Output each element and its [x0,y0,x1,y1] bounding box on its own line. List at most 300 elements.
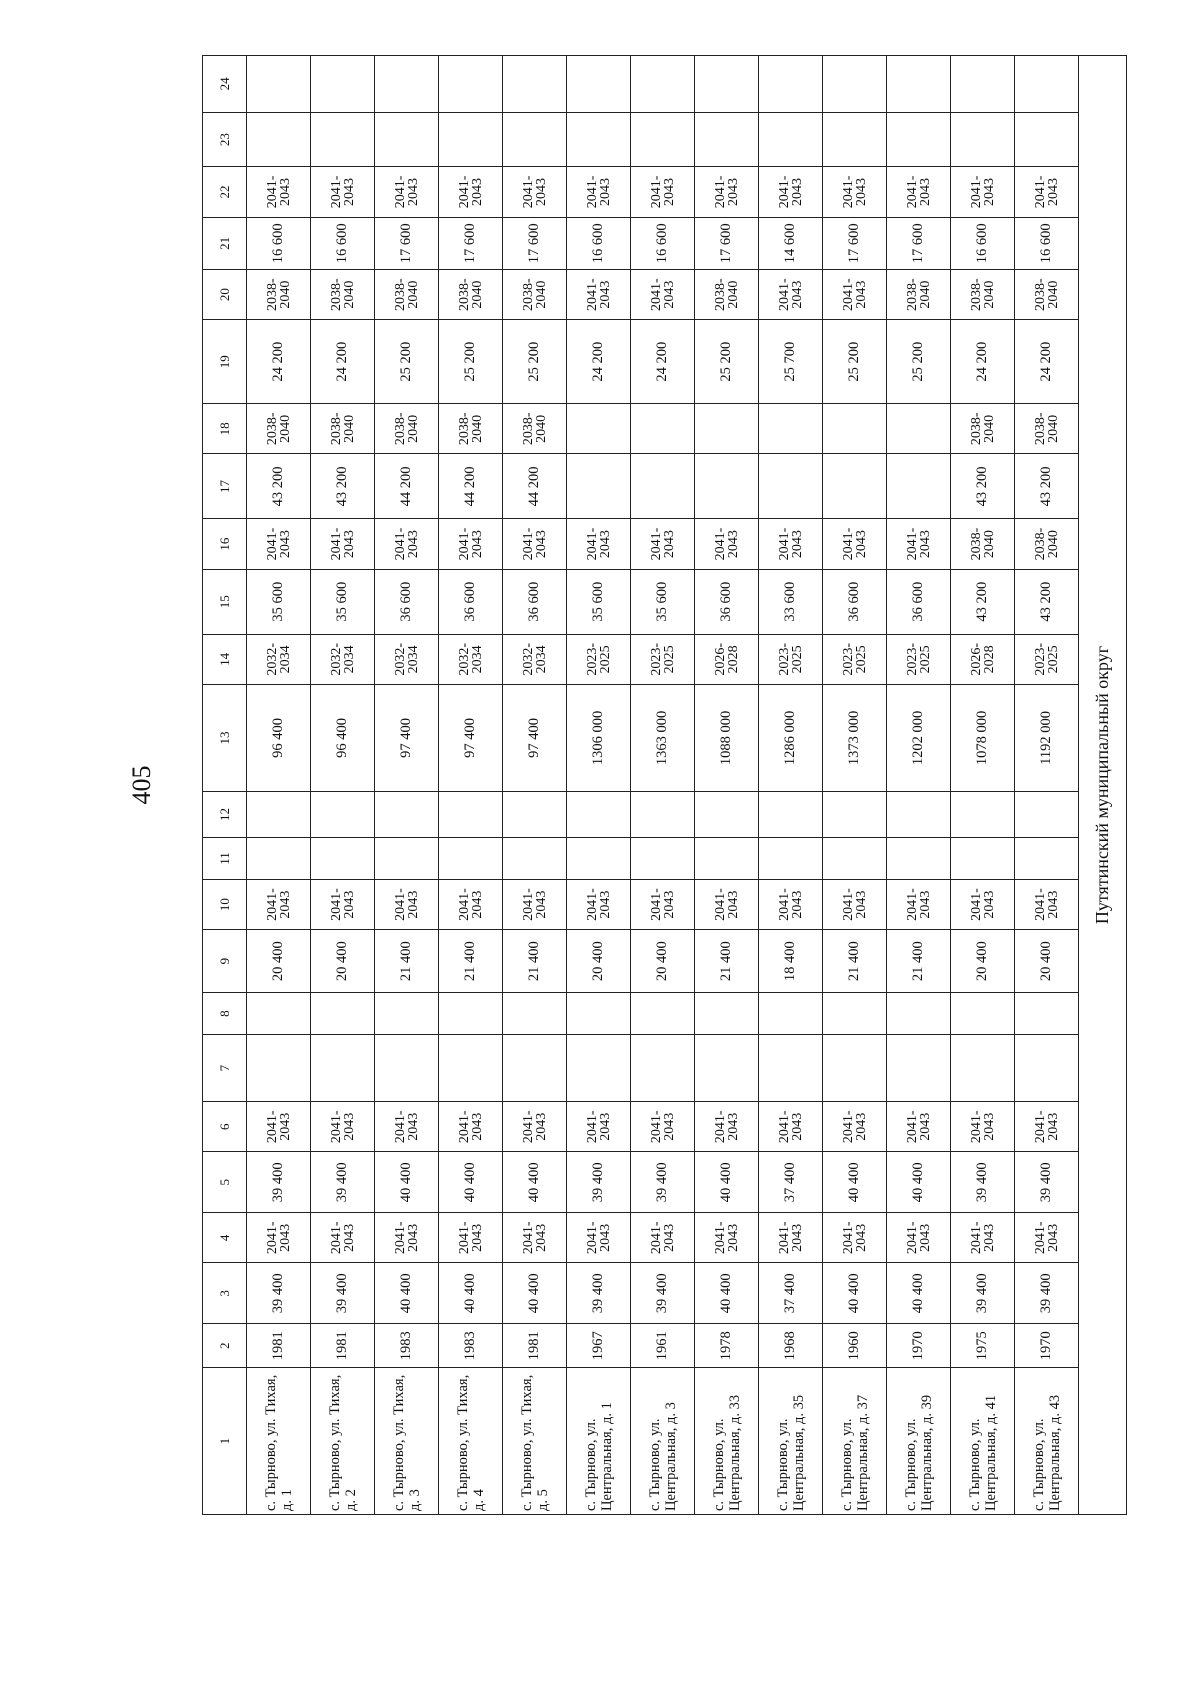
cell-col-13: 97 400 [439,684,503,791]
cell-col-18: 2038-2040 [951,404,1015,454]
cell-col-4: 2041-2043 [631,1213,695,1263]
cell-col-7 [631,1035,695,1102]
cell-col-11 [759,838,823,880]
cell-col-13: 1202 000 [887,684,951,791]
cell-col-16: 2038-2040 [1015,519,1079,569]
cell-col-21: 17 600 [503,217,567,269]
cell-col-8 [375,993,439,1035]
cell-col-10: 2041-2043 [951,879,1015,929]
cell-col-11 [247,838,311,880]
cell-col-13: 96 400 [247,684,311,791]
cell-col-12 [695,791,759,837]
cell-col-12 [567,791,631,837]
cell-col-8 [759,993,823,1035]
cell-col-6: 2041-2043 [311,1102,375,1152]
cell-col-14: 2023-2025 [759,634,823,684]
cell-col-14: 2032-2034 [375,634,439,684]
cell-col-21: 17 600 [439,217,503,269]
cell-col-21: 16 600 [567,217,631,269]
cell-col-12 [951,791,1015,837]
address-cell: с. Тырново, ул. Центральная, д. 39 [887,1368,951,1515]
cell-col-5: 37 400 [759,1152,823,1213]
cell-col-13: 1373 000 [823,684,887,791]
cell-col-7 [567,1035,631,1102]
cell-col-20: 2038-2040 [695,270,759,320]
cell-col-13: 1078 000 [951,684,1015,791]
cell-col-6: 2041-2043 [1015,1102,1079,1152]
table-row [567,56,631,1515]
cell-col-16: 2041-2043 [567,519,631,569]
cell-col-13: 1306 000 [567,684,631,791]
cell-col-14: 2032-2034 [311,634,375,684]
cell-col-3: 40 400 [823,1263,887,1324]
cell-col-5: 40 400 [695,1152,759,1213]
region-row [1079,56,1127,1515]
cell-col-13: 97 400 [375,684,439,791]
cell-col-3: 39 400 [631,1263,695,1324]
cell-col-3: 40 400 [375,1263,439,1324]
cell-col-11 [503,838,567,880]
cell-col-19: 25 200 [503,320,567,404]
cell-col-12 [631,791,695,837]
cell-col-3: 40 400 [695,1263,759,1324]
cell-col-8 [247,993,311,1035]
cell-col-8 [439,993,503,1035]
cell-col-22: 2041-2043 [503,167,567,217]
cell-col-17: 44 200 [439,454,503,519]
cell-col-17: 43 200 [1015,454,1079,519]
cell-col-15: 43 200 [951,569,1015,634]
cell-col-16: 2041-2043 [759,519,823,569]
cell-col-20: 2038-2040 [1015,270,1079,320]
cell-col-20: 2041-2043 [823,270,887,320]
cell-col-15: 35 600 [311,569,375,634]
cell-col-22: 2041-2043 [375,167,439,217]
cell-col-12 [311,791,375,837]
column-number-22: 22 [203,167,247,217]
cell-col-11 [951,838,1015,880]
cell-col-19: 24 200 [247,320,311,404]
cell-col-16: 2041-2043 [823,519,887,569]
cell-col-14: 2026-2028 [951,634,1015,684]
cell-col-2: 1967 [567,1324,631,1368]
cell-col-6: 2041-2043 [247,1102,311,1152]
capital-repair-table [202,55,1127,1515]
cell-col-8 [503,993,567,1035]
cell-col-17 [887,454,951,519]
cell-col-6: 2041-2043 [951,1102,1015,1152]
cell-col-21: 16 600 [311,217,375,269]
cell-col-17: 43 200 [247,454,311,519]
cell-col-23 [631,112,695,167]
cell-col-18 [695,404,759,454]
column-number-19: 19 [203,320,247,404]
address-cell: с. Тырново, ул. Тихая, д. 4 [439,1368,503,1515]
cell-col-24 [1015,56,1079,113]
cell-col-11 [631,838,695,880]
cell-col-17 [631,454,695,519]
cell-col-9: 21 400 [375,930,439,993]
cell-col-8 [695,993,759,1035]
cell-col-21: 17 600 [375,217,439,269]
cell-col-3: 39 400 [1015,1263,1079,1324]
column-number-4: 4 [203,1213,247,1263]
cell-col-20: 2038-2040 [887,270,951,320]
cell-col-10: 2041-2043 [567,879,631,929]
cell-col-9: 20 400 [1015,930,1079,993]
cell-col-18 [887,404,951,454]
cell-col-21: 16 600 [247,217,311,269]
cell-col-5: 40 400 [503,1152,567,1213]
column-number-23: 23 [203,112,247,167]
cell-col-20: 2038-2040 [503,270,567,320]
cell-col-15: 35 600 [567,569,631,634]
table-body [203,56,1127,1515]
cell-col-20: 2038-2040 [439,270,503,320]
cell-col-6: 2041-2043 [695,1102,759,1152]
cell-col-16: 2041-2043 [375,519,439,569]
cell-col-7 [311,1035,375,1102]
cell-col-8 [887,993,951,1035]
cell-col-18: 2038-2040 [247,404,311,454]
cell-col-9: 20 400 [311,930,375,993]
cell-col-3: 39 400 [951,1263,1015,1324]
cell-col-4: 2041-2043 [823,1213,887,1263]
cell-col-2: 1978 [695,1324,759,1368]
cell-col-16: 2041-2043 [311,519,375,569]
cell-col-15: 36 600 [375,569,439,634]
cell-col-22: 2041-2043 [759,167,823,217]
cell-col-19: 25 200 [375,320,439,404]
cell-col-14: 2023-2025 [631,634,695,684]
column-number-16: 16 [203,519,247,569]
cell-col-22: 2041-2043 [951,167,1015,217]
cell-col-17: 43 200 [951,454,1015,519]
cell-col-20: 2038-2040 [247,270,311,320]
cell-col-5: 40 400 [887,1152,951,1213]
cell-col-2: 1975 [951,1324,1015,1368]
cell-col-19: 25 200 [439,320,503,404]
cell-col-10: 2041-2043 [503,879,567,929]
cell-col-22: 2041-2043 [631,167,695,217]
cell-col-18 [567,404,631,454]
cell-col-17 [695,454,759,519]
cell-col-6: 2041-2043 [631,1102,695,1152]
column-number-5: 5 [203,1152,247,1213]
cell-col-11 [695,838,759,880]
cell-col-4: 2041-2043 [759,1213,823,1263]
cell-col-2: 1970 [1015,1324,1079,1368]
cell-col-11 [311,838,375,880]
cell-col-15: 36 600 [695,569,759,634]
cell-col-17 [759,454,823,519]
cell-col-6: 2041-2043 [439,1102,503,1152]
cell-col-2: 1981 [311,1324,375,1368]
cell-col-21: 16 600 [951,217,1015,269]
cell-col-11 [567,838,631,880]
cell-col-11 [439,838,503,880]
cell-col-23 [1015,112,1079,167]
table-row [951,56,1015,1515]
cell-col-17 [823,454,887,519]
cell-col-4: 2041-2043 [439,1213,503,1263]
cell-col-24 [247,56,311,113]
column-number-3: 3 [203,1263,247,1324]
column-number-18: 18 [203,404,247,454]
address-cell: с. Тырново, ул. Центральная, д. 1 [567,1368,631,1515]
address-cell: с. Тырново, ул. Тихая, д. 5 [503,1368,567,1515]
column-number-12: 12 [203,791,247,837]
region-title: Путятинский муниципальный округ [1079,56,1127,1515]
address-cell: с. Тырново, ул. Центральная, д. 3 [631,1368,695,1515]
cell-col-18: 2038-2040 [439,404,503,454]
table-row [695,56,759,1515]
cell-col-18 [631,404,695,454]
cell-col-4: 2041-2043 [567,1213,631,1263]
cell-col-5: 39 400 [247,1152,311,1213]
cell-col-13: 1192 000 [1015,684,1079,791]
cell-col-9: 20 400 [631,930,695,993]
cell-col-9: 21 400 [695,930,759,993]
cell-col-13: 1088 000 [695,684,759,791]
cell-col-15: 36 600 [503,569,567,634]
cell-col-23 [951,112,1015,167]
column-number-6: 6 [203,1102,247,1152]
cell-col-14: 2032-2034 [439,634,503,684]
cell-col-8 [951,993,1015,1035]
address-cell: с. Тырново, ул. Центральная, д. 35 [759,1368,823,1515]
cell-col-12 [823,791,887,837]
cell-col-22: 2041-2043 [695,167,759,217]
cell-col-8 [567,993,631,1035]
cell-col-5: 39 400 [311,1152,375,1213]
cell-col-2: 1960 [823,1324,887,1368]
cell-col-22: 2041-2043 [887,167,951,217]
cell-col-24 [951,56,1015,113]
column-number-15: 15 [203,569,247,634]
cell-col-21: 16 600 [631,217,695,269]
table-row [375,56,439,1515]
cell-col-7 [375,1035,439,1102]
cell-col-6: 2041-2043 [759,1102,823,1152]
cell-col-19: 24 200 [631,320,695,404]
cell-col-19: 24 200 [1015,320,1079,404]
cell-col-22: 2041-2043 [247,167,311,217]
cell-col-17: 43 200 [311,454,375,519]
table-row [311,56,375,1515]
cell-col-11 [823,838,887,880]
rotated-page [112,55,1112,1515]
cell-col-9: 20 400 [951,930,1015,993]
cell-col-6: 2041-2043 [375,1102,439,1152]
cell-col-20: 2038-2040 [951,270,1015,320]
cell-col-16: 2041-2043 [503,519,567,569]
cell-col-17: 44 200 [375,454,439,519]
cell-col-6: 2041-2043 [823,1102,887,1152]
cell-col-12 [247,791,311,837]
address-cell: с. Тырново, ул. Центральная, д. 37 [823,1368,887,1515]
address-cell: с. Тырново, ул. Тихая, д. 2 [311,1368,375,1515]
table-row [887,56,951,1515]
cell-col-2: 1961 [631,1324,695,1368]
cell-col-19: 24 200 [311,320,375,404]
cell-col-12 [759,791,823,837]
cell-col-13: 1286 000 [759,684,823,791]
cell-col-21: 14 600 [759,217,823,269]
cell-col-9: 21 400 [887,930,951,993]
table-row [503,56,567,1515]
cell-col-8 [631,993,695,1035]
column-number-2: 2 [203,1324,247,1368]
cell-col-17: 44 200 [503,454,567,519]
cell-col-7 [759,1035,823,1102]
cell-col-15: 33 600 [759,569,823,634]
cell-col-23 [567,112,631,167]
cell-col-24 [759,56,823,113]
cell-col-7 [1015,1035,1079,1102]
cell-col-9: 21 400 [823,930,887,993]
cell-col-24 [631,56,695,113]
cell-col-15: 36 600 [823,569,887,634]
cell-col-2: 1970 [887,1324,951,1368]
cell-col-19: 25 200 [823,320,887,404]
cell-col-11 [1015,838,1079,880]
column-number-7: 7 [203,1035,247,1102]
cell-col-22: 2041-2043 [567,167,631,217]
cell-col-23 [311,112,375,167]
cell-col-19: 24 200 [567,320,631,404]
cell-col-13: 96 400 [311,684,375,791]
cell-col-14: 2032-2034 [503,634,567,684]
cell-col-2: 1981 [503,1324,567,1368]
cell-col-19: 25 700 [759,320,823,404]
cell-col-23 [695,112,759,167]
column-number-9: 9 [203,930,247,993]
cell-col-10: 2041-2043 [759,879,823,929]
cell-col-8 [311,993,375,1035]
cell-col-2: 1983 [375,1324,439,1368]
column-number-row [203,56,247,1515]
cell-col-16: 2041-2043 [247,519,311,569]
cell-col-10: 2041-2043 [695,879,759,929]
cell-col-10: 2041-2043 [887,879,951,929]
cell-col-13: 1363 000 [631,684,695,791]
column-number-14: 14 [203,634,247,684]
cell-col-20: 2038-2040 [311,270,375,320]
cell-col-23 [503,112,567,167]
cell-col-16: 2041-2043 [439,519,503,569]
cell-col-23 [887,112,951,167]
cell-col-12 [887,791,951,837]
column-number-20: 20 [203,270,247,320]
cell-col-22: 2041-2043 [823,167,887,217]
cell-col-10: 2041-2043 [439,879,503,929]
cell-col-24 [503,56,567,113]
cell-col-21: 17 600 [887,217,951,269]
cell-col-20: 2041-2043 [567,270,631,320]
cell-col-14: 2032-2034 [247,634,311,684]
cell-col-5: 39 400 [951,1152,1015,1213]
cell-col-7 [439,1035,503,1102]
cell-col-7 [951,1035,1015,1102]
cell-col-3: 40 400 [887,1263,951,1324]
cell-col-3: 39 400 [567,1263,631,1324]
cell-col-10: 2041-2043 [247,879,311,929]
cell-col-20: 2038-2040 [375,270,439,320]
cell-col-4: 2041-2043 [1015,1213,1079,1263]
cell-col-4: 2041-2043 [951,1213,1015,1263]
cell-col-14: 2023-2025 [567,634,631,684]
cell-col-18: 2038-2040 [1015,404,1079,454]
cell-col-7 [695,1035,759,1102]
cell-col-7 [887,1035,951,1102]
cell-col-4: 2041-2043 [695,1213,759,1263]
cell-col-11 [375,838,439,880]
cell-col-6: 2041-2043 [887,1102,951,1152]
column-number-13: 13 [203,684,247,791]
cell-col-5: 39 400 [631,1152,695,1213]
cell-col-16: 2038-2040 [951,519,1015,569]
cell-col-4: 2041-2043 [247,1213,311,1263]
cell-col-6: 2041-2043 [567,1102,631,1152]
cell-col-10: 2041-2043 [631,879,695,929]
cell-col-24 [439,56,503,113]
cell-col-2: 1983 [439,1324,503,1368]
column-number-1: 1 [203,1368,247,1515]
cell-col-16: 2041-2043 [631,519,695,569]
cell-col-9: 21 400 [439,930,503,993]
address-cell: с. Тырново, ул. Тихая, д. 3 [375,1368,439,1515]
cell-col-9: 18 400 [759,930,823,993]
cell-col-10: 2041-2043 [823,879,887,929]
cell-col-24 [375,56,439,113]
cell-col-23 [439,112,503,167]
cell-col-3: 37 400 [759,1263,823,1324]
cell-col-5: 39 400 [1015,1152,1079,1213]
cell-col-7 [823,1035,887,1102]
cell-col-15: 35 600 [631,569,695,634]
cell-col-11 [887,838,951,880]
table-row [247,56,311,1515]
address-cell: с. Тырново, ул. Центральная, д. 41 [951,1368,1015,1515]
cell-col-10: 2041-2043 [1015,879,1079,929]
column-number-17: 17 [203,454,247,519]
cell-col-18: 2038-2040 [503,404,567,454]
cell-col-10: 2041-2043 [375,879,439,929]
cell-col-21: 17 600 [823,217,887,269]
cell-col-23 [375,112,439,167]
cell-col-14: 2023-2025 [887,634,951,684]
cell-col-9: 20 400 [247,930,311,993]
cell-col-23 [247,112,311,167]
cell-col-3: 39 400 [247,1263,311,1324]
cell-col-8 [1015,993,1079,1035]
cell-col-5: 40 400 [823,1152,887,1213]
cell-col-15: 36 600 [439,569,503,634]
cell-col-18 [759,404,823,454]
column-number-24: 24 [203,56,247,113]
cell-col-22: 2041-2043 [1015,167,1079,217]
page-number: 405 [127,765,156,805]
column-number-21: 21 [203,217,247,269]
cell-col-3: 39 400 [311,1263,375,1324]
column-number-10: 10 [203,879,247,929]
address-cell: с. Тырново, ул. Центральная, д. 43 [1015,1368,1079,1515]
cell-col-16: 2041-2043 [887,519,951,569]
cell-col-14: 2023-2025 [823,634,887,684]
table-row [823,56,887,1515]
cell-col-24 [311,56,375,113]
